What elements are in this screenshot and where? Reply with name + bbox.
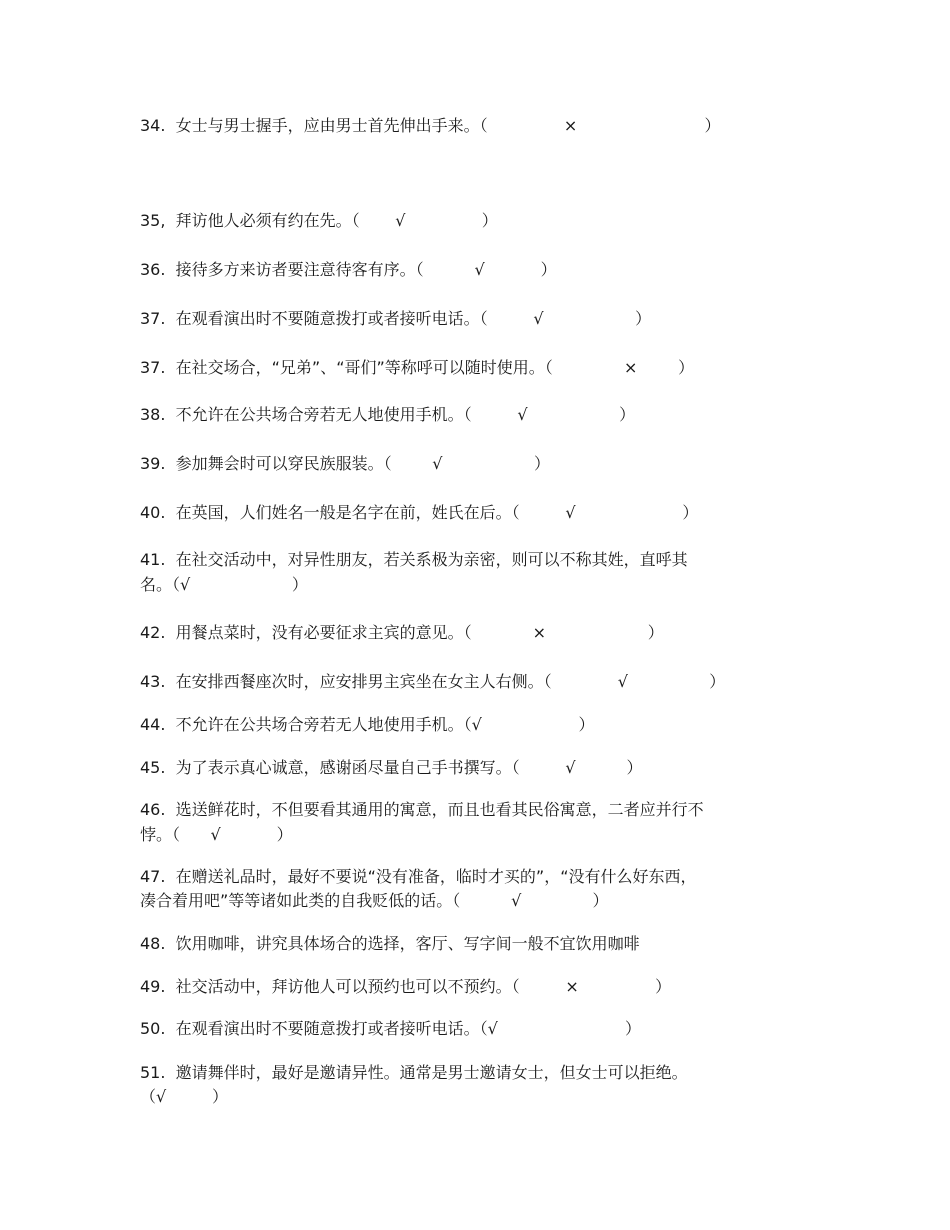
- question-37a: 37. 在观看演出时不要随意拨打或者接听电话。（ √ ）: [140, 309, 652, 328]
- question-45: 45. 为了表示真心诚意，感谢函尽量自己手书撰写。（ √ ）: [140, 758, 643, 777]
- question-36: 36. 接待多方来访者要注意待客有序。（ √ ）: [140, 260, 557, 279]
- question-46-line1: 46. 选送鲜花时，不但要看其通用的寓意，而且也看其民俗寓意，二者应并行不: [140, 800, 704, 819]
- question-50: 50. 在观看演出时不要随意拨打或者接听电话。（√ ）: [140, 1019, 641, 1038]
- question-34: 34. 女士与男士握手，应由男士首先伸出手来。（ × ）: [140, 116, 721, 135]
- question-41-line2: 名。（√ ）: [140, 575, 308, 594]
- question-41-line1: 41. 在社交活动中，对异性朋友，若关系极为亲密，则可以不称其姓，直呼其: [140, 550, 688, 569]
- question-47-line1: 47. 在赠送礼品时，最好不要说“没有准备，临时才买的”，“没有什么好东西，: [140, 867, 697, 886]
- question-43: 43. 在安排西餐座次时，应安排男主宾坐在女主人右侧。（ √ ）: [140, 672, 726, 691]
- question-46-line2: 悖。（ √ ）: [140, 825, 293, 844]
- question-40: 40. 在英国，人们姓名一般是名字在前，姓氏在后。（ √ ）: [140, 503, 699, 522]
- question-47-line2: 凑合着用吧”等等诸如此类的自我贬低的话。（ √ ）: [140, 891, 609, 910]
- question-51-line2: （√ ）: [140, 1087, 228, 1106]
- question-39: 39. 参加舞会时可以穿民族服装。（ √ ）: [140, 454, 551, 473]
- question-37b: 37. 在社交场合，“兄弟”、“哥们”等称呼可以随时使用。（ × ）: [140, 358, 695, 377]
- question-51-line1: 51. 邀请舞伴时，最好是邀请异性。通常是男士邀请女士，但女士可以拒绝。: [140, 1063, 688, 1082]
- question-38: 38. 不允许在公共场合旁若无人地使用手机。（ √ ）: [140, 405, 636, 424]
- question-49: 49. 社交活动中，拜访他人可以预约也可以不预约。（ × ）: [140, 977, 672, 996]
- question-35: 35, 拜访他人必须有约在先。（ √ ）: [140, 211, 498, 230]
- question-42: 42. 用餐点菜时，没有必要征求主宾的意见。（ × ）: [140, 623, 664, 642]
- question-48: 48. 饮用咖啡，讲究具体场合的选择，客厅、写字间一般不宜饮用咖啡: [140, 934, 640, 953]
- question-44: 44. 不允许在公共场合旁若无人地使用手机。（√ ）: [140, 715, 595, 734]
